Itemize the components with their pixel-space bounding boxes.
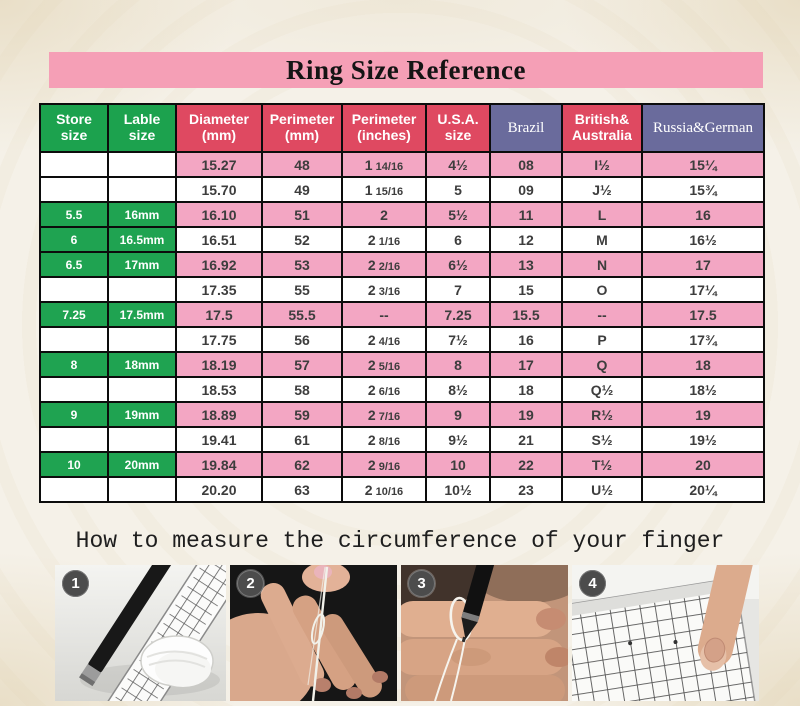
table-cell: 20	[642, 452, 764, 477]
table-cell: 23	[490, 477, 562, 502]
table-cell: R½	[562, 402, 642, 427]
step-2-photo	[230, 565, 397, 701]
table-cell	[40, 477, 108, 502]
table-cell	[40, 152, 108, 177]
table-cell: 20mm	[108, 452, 176, 477]
table-row	[40, 202, 764, 227]
table-cell: 13	[490, 252, 562, 277]
table-cell: Q	[562, 352, 642, 377]
table-cell	[108, 477, 176, 502]
table-cell: 16.92	[176, 252, 262, 277]
table-cell: 22	[490, 452, 562, 477]
table-cell: 18	[642, 352, 764, 377]
table-cell: 16.51	[176, 227, 262, 252]
table-cell: 4½	[426, 152, 490, 177]
table-cell: 20.20	[176, 477, 262, 502]
table-cell: 18mm	[108, 352, 176, 377]
table-body	[40, 152, 764, 502]
table-cell: 15.5	[490, 302, 562, 327]
table-cell: 7	[426, 277, 490, 302]
table-cell: 7.25	[40, 302, 108, 327]
column-header: Store size	[40, 104, 108, 152]
table-cell: 51	[262, 202, 342, 227]
column-header: Perimeter (inches)	[342, 104, 426, 152]
table-cell: 15.27	[176, 152, 262, 177]
table-header	[40, 104, 764, 152]
table-cell: 11	[490, 202, 562, 227]
table-row	[40, 352, 764, 377]
table-cell: 16½	[642, 227, 764, 252]
measure-steps-photo-strip	[55, 565, 759, 701]
table-cell	[40, 277, 108, 302]
table-row	[40, 277, 764, 302]
table-cell: 2 4/16	[342, 327, 426, 352]
table-row	[40, 452, 764, 477]
table-cell: 57	[262, 352, 342, 377]
table-cell: 17¼	[642, 277, 764, 302]
table-row	[40, 252, 764, 277]
table-cell: 7½	[426, 327, 490, 352]
column-header: Lable size	[108, 104, 176, 152]
table-row	[40, 302, 764, 327]
table-cell: 15.70	[176, 177, 262, 202]
table-cell: 17.5	[176, 302, 262, 327]
step-4-photo	[572, 565, 759, 701]
table-cell: 10	[40, 452, 108, 477]
table-cell: U½	[562, 477, 642, 502]
table-cell: 2 3/16	[342, 277, 426, 302]
table-cell: --	[562, 302, 642, 327]
table-cell: 9	[40, 402, 108, 427]
table-cell: 17¾	[642, 327, 764, 352]
table-cell: P	[562, 327, 642, 352]
table-cell: 10½	[426, 477, 490, 502]
column-header: Diameter (mm)	[176, 104, 262, 152]
table-cell: 17.5	[642, 302, 764, 327]
step-3-photo	[401, 565, 568, 701]
table-cell: 48	[262, 152, 342, 177]
column-header: Perimeter (mm)	[262, 104, 342, 152]
table-cell: 5½	[426, 202, 490, 227]
table-cell	[108, 152, 176, 177]
column-header: Russia&German	[642, 104, 764, 152]
table-cell: O	[562, 277, 642, 302]
table-row	[40, 427, 764, 452]
table-cell	[108, 327, 176, 352]
table-cell: T½	[562, 452, 642, 477]
table-cell: 6½	[426, 252, 490, 277]
table-cell: 18	[490, 377, 562, 402]
table-cell	[40, 177, 108, 202]
column-header: British& Australia	[562, 104, 642, 152]
table-cell: 17.5mm	[108, 302, 176, 327]
table-cell: 56	[262, 327, 342, 352]
table-cell	[108, 377, 176, 402]
table-cell: I½	[562, 152, 642, 177]
table-cell	[108, 427, 176, 452]
table-cell: L	[562, 202, 642, 227]
table-cell: 15¾	[642, 177, 764, 202]
table-cell: 19	[642, 402, 764, 427]
table-cell	[40, 427, 108, 452]
table-cell: 2 9/16	[342, 452, 426, 477]
table-cell: 2 6/16	[342, 377, 426, 402]
table-cell: 08	[490, 152, 562, 177]
table-cell: 20¼	[642, 477, 764, 502]
thread-card-icon	[141, 636, 213, 687]
table-cell: 9½	[426, 427, 490, 452]
table-cell: 8	[426, 352, 490, 377]
fingers	[401, 601, 568, 701]
table-row	[40, 377, 764, 402]
table-cell: 12	[490, 227, 562, 252]
table-cell: 5.5	[40, 202, 108, 227]
measure-heading: How to measure the circumference of your finger	[75, 528, 725, 554]
table-row	[40, 152, 764, 177]
table-cell: 58	[262, 377, 342, 402]
table-cell: 19½	[642, 427, 764, 452]
table-cell: 2 5/16	[342, 352, 426, 377]
table-row	[40, 177, 764, 202]
table-cell: 16.10	[176, 202, 262, 227]
table-cell: 19mm	[108, 402, 176, 427]
table-cell	[40, 377, 108, 402]
ring-size-table	[39, 103, 765, 503]
table-cell: 18.19	[176, 352, 262, 377]
table-cell: 09	[490, 177, 562, 202]
table-row	[40, 402, 764, 427]
table-cell	[40, 327, 108, 352]
table-cell: 6.5	[40, 252, 108, 277]
table-cell: 18.89	[176, 402, 262, 427]
table-cell: M	[562, 227, 642, 252]
table-cell: 16	[490, 327, 562, 352]
step-1-badge: 1	[62, 570, 89, 597]
table-cell: 17.35	[176, 277, 262, 302]
table-cell: 63	[262, 477, 342, 502]
table-cell: 8½	[426, 377, 490, 402]
table-cell	[108, 177, 176, 202]
table-cell: 15	[490, 277, 562, 302]
table-cell: 2 10/16	[342, 477, 426, 502]
table-cell: 62	[262, 452, 342, 477]
table-cell: 2 7/16	[342, 402, 426, 427]
table-cell: 17	[490, 352, 562, 377]
column-header: Brazil	[490, 104, 562, 152]
table-row	[40, 477, 764, 502]
table-cell: J½	[562, 177, 642, 202]
table-cell: 2 1/16	[342, 227, 426, 252]
table-cell: 16mm	[108, 202, 176, 227]
table-cell: 9	[426, 402, 490, 427]
table-cell: 17.75	[176, 327, 262, 352]
table-cell: N	[562, 252, 642, 277]
step-3-badge: 3	[408, 570, 435, 597]
table-cell: 61	[262, 427, 342, 452]
table-header-row	[40, 104, 764, 152]
table-cell: S½	[562, 427, 642, 452]
table-cell: 19.84	[176, 452, 262, 477]
table-cell: Q½	[562, 377, 642, 402]
table-cell: 49	[262, 177, 342, 202]
table-cell: 2 2/16	[342, 252, 426, 277]
table-cell: 53	[262, 252, 342, 277]
table-cell: 55	[262, 277, 342, 302]
step-1-photo	[55, 565, 226, 701]
table-cell: 21	[490, 427, 562, 452]
table-cell: 19.41	[176, 427, 262, 452]
step-2-badge: 2	[237, 570, 264, 597]
table-cell: 19	[490, 402, 562, 427]
table-cell: 18.53	[176, 377, 262, 402]
table-cell: 18½	[642, 377, 764, 402]
table-cell: 16	[642, 202, 764, 227]
step-4-badge: 4	[579, 570, 606, 597]
table-cell: 17	[642, 252, 764, 277]
table-cell: 17mm	[108, 252, 176, 277]
table-cell: 5	[426, 177, 490, 202]
page-title: Ring Size Reference	[286, 54, 526, 85]
table-cell: 6	[40, 227, 108, 252]
table-cell: --	[342, 302, 426, 327]
table-cell: 52	[262, 227, 342, 252]
table-row	[40, 327, 764, 352]
table-cell	[108, 277, 176, 302]
table-row	[40, 227, 764, 252]
table-cell: 16.5mm	[108, 227, 176, 252]
table-cell: 10	[426, 452, 490, 477]
table-cell: 7.25	[426, 302, 490, 327]
table-cell: 55.5	[262, 302, 342, 327]
table-cell: 15¼	[642, 152, 764, 177]
title-banner	[49, 52, 763, 88]
table-cell: 8	[40, 352, 108, 377]
table-cell: 2	[342, 202, 426, 227]
table-cell: 2 8/16	[342, 427, 426, 452]
table-cell: 1 14/16	[342, 152, 426, 177]
column-header: U.S.A. size	[426, 104, 490, 152]
table-cell: 1 15/16	[342, 177, 426, 202]
table-cell: 6	[426, 227, 490, 252]
table-cell: 59	[262, 402, 342, 427]
ring-size-table-wrapper	[39, 103, 765, 503]
